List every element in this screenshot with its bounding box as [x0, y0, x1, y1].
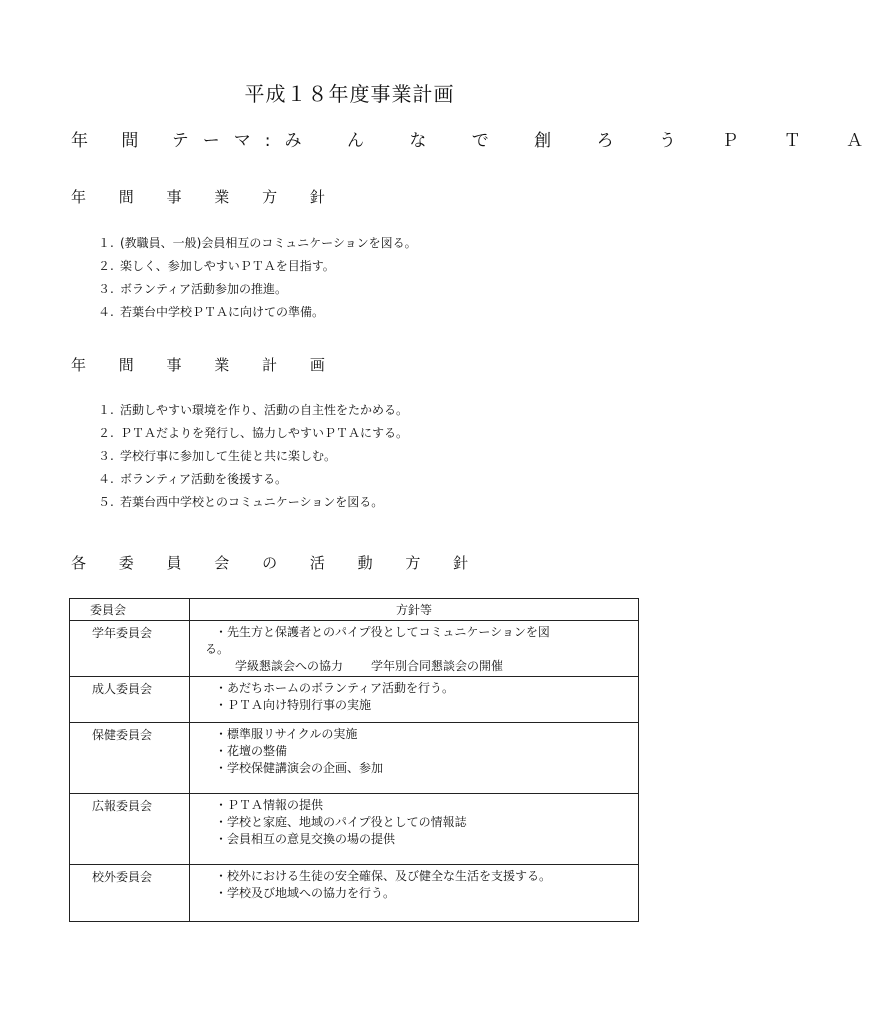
- column-header-policy: 方針等: [190, 599, 639, 621]
- list-item: ４. ボランティア活動を後援する。: [98, 472, 288, 486]
- annual-policy-list: [98, 232, 417, 324]
- list-item: ４. 若葉台中学校ＰＴＡに向けての準備。: [98, 305, 325, 319]
- list-item: ２. ＰＴＡだよりを発行し、協力しやすいＰＴＡにする。: [98, 426, 409, 440]
- table-row: [70, 865, 639, 922]
- committee-name: 成人委員会: [70, 677, 190, 723]
- list-item: ５. 若葉台西中学校とのコミュニケーションを図る。: [98, 495, 384, 509]
- committee-table: [69, 598, 639, 922]
- annual-plan-heading: 年 間 事 業 計 画: [71, 356, 339, 374]
- committee-policy-heading: 各 委 員 会 の 活 動 方 針: [71, 554, 483, 572]
- list-item: ３. 学校行事に参加して生徒と共に楽しむ。: [98, 449, 337, 463]
- committee-policy: ・標準服リサイクルの実施 ・花壇の整備 ・学校保健講演会の企画、参加: [190, 723, 639, 794]
- committee-policy: ・校外における生徒の安全確保、及び健全な生活を支援する。 ・学校及び地域への協力を行う。: [190, 865, 639, 922]
- committee-name: 校外委員会: [70, 865, 190, 922]
- table-row: [70, 621, 639, 677]
- document-title: 平成１８年度事業計画: [244, 82, 455, 106]
- table-header-row: [70, 599, 639, 621]
- committee-policy: ・あだちホームのボランティア活動を行う。 ・ＰＴＡ向け特別行事の実施: [190, 677, 639, 723]
- committee-name: 保健委員会: [70, 723, 190, 794]
- list-item: ２. 楽しく、参加しやすいＰＴＡを目指す。: [98, 259, 335, 273]
- committee-name: 広報委員会: [70, 794, 190, 865]
- annual-policy-heading: 年 間 事 業 方 針: [71, 188, 339, 206]
- annual-plan-list: [98, 399, 408, 514]
- list-item: １. (教職員、一般)会員相互のコミュニケーションを図る。: [98, 236, 417, 250]
- annual-theme-text: み ん な で 創 ろ う Ｐ Ｔ Ａ: [284, 131, 883, 151]
- annual-theme-label: 年 間 テーマ:: [71, 131, 285, 151]
- list-item: ３. ボランティア活動参加の推進。: [98, 282, 288, 296]
- list-item: １. 活動しやすい環境を作り、活動の自主性をたかめる。: [98, 403, 409, 417]
- table-row: [70, 794, 639, 865]
- column-header-committee: 委員会: [70, 599, 190, 621]
- committee-name: 学年委員会: [70, 621, 190, 677]
- committee-policy: ・ＰＴＡ情報の提供 ・学校と家庭、地域のパイプ役としての情報誌 ・会員相互の意見交換の場の提供: [190, 794, 639, 865]
- table-row: [70, 723, 639, 794]
- committee-policy: ・先生方と保護者とのパイプ役としてコミュニケーションを図 る。 学級懇談会への協力 学年別合同懇談会の開催: [190, 621, 639, 677]
- table-row: [70, 677, 639, 723]
- annual-theme: [71, 126, 883, 151]
